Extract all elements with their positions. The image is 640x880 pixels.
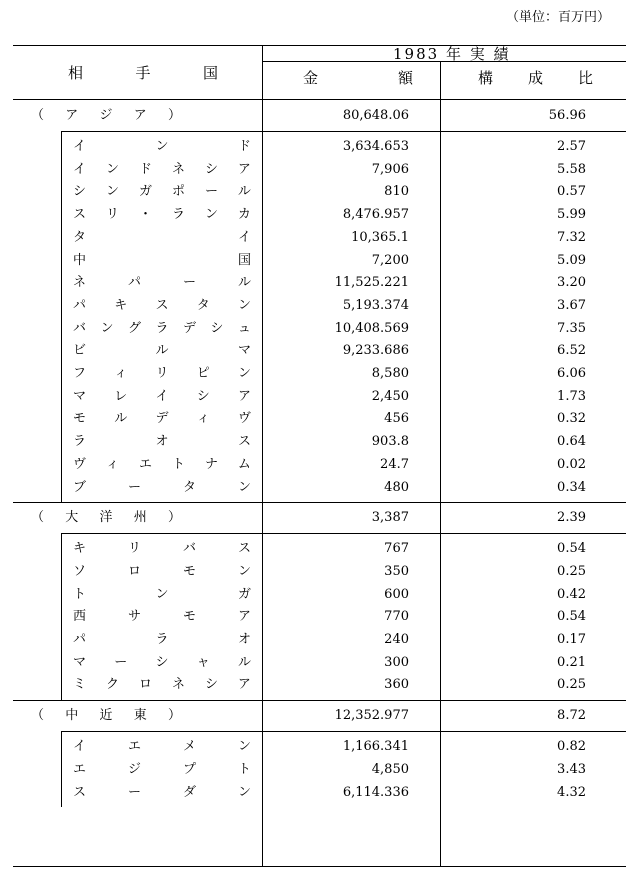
country-name-char: シ — [155, 654, 169, 670]
country-name-char: 西 — [73, 609, 87, 625]
country-name-char: ス — [73, 207, 87, 223]
ratio-header-char: 成 — [527, 69, 543, 87]
country-name-char: ア — [237, 388, 251, 404]
country-ratio: 0.34 — [557, 479, 586, 495]
country-amount: 7,906 — [371, 161, 409, 177]
country-name — [73, 296, 251, 316]
country-ratio: 0.17 — [557, 632, 586, 647]
country-name-char: ポ — [171, 184, 185, 200]
country-name-char: エ — [73, 761, 87, 777]
country-amount: 600 — [384, 586, 409, 602]
section-name-char: ） — [167, 108, 181, 123]
section-name — [31, 508, 181, 528]
country-name-char: シ — [204, 677, 218, 693]
amount-header-char: 金 — [303, 69, 319, 87]
country-amount: 3,634.653 — [342, 139, 409, 154]
section-name — [31, 106, 181, 126]
country-amount: 4,850 — [371, 761, 409, 777]
country-name-char: ャ — [196, 654, 210, 670]
country-name-char: メ — [182, 739, 196, 755]
section-name-char: 中 — [65, 708, 79, 724]
country-name — [73, 251, 251, 271]
country-name-char: グ — [127, 320, 141, 336]
section-ratio: 8.72 — [557, 708, 586, 724]
country-name-char: モ — [182, 609, 196, 625]
country-name — [73, 341, 251, 361]
country-ratio: 0.42 — [557, 586, 586, 602]
amount-header — [303, 68, 413, 88]
country-name-char: ロ — [138, 677, 152, 693]
country-name-char: イ — [73, 139, 87, 154]
section-separator — [13, 700, 626, 701]
country-ratio: 0.82 — [557, 739, 586, 755]
country-ratio: 5.09 — [557, 252, 586, 268]
country-name-char: ミ — [73, 677, 87, 693]
country-ratio: 0.54 — [557, 541, 586, 557]
country-amount: 9,233.686 — [342, 343, 409, 359]
country-ratio: 5.58 — [557, 161, 586, 177]
section-name-char: 州 — [133, 510, 147, 526]
country-name-char: ン — [237, 784, 251, 800]
country-amount: 770 — [384, 609, 409, 625]
country-amount: 8,580 — [371, 366, 409, 381]
country-name-char: ソ — [73, 563, 87, 579]
country-name-char: ー — [114, 654, 128, 670]
section-name-char: 近 — [99, 708, 113, 724]
country-amount: 350 — [384, 563, 409, 579]
country-name-char: ュ — [237, 320, 251, 336]
country-ratio: 0.25 — [557, 563, 586, 579]
country-name-char: ン — [237, 739, 251, 755]
country-name — [73, 562, 251, 582]
country-name-char: ス — [237, 541, 251, 557]
country-amount: 480 — [384, 479, 409, 495]
country-name-char: ー — [182, 275, 196, 291]
country-name — [73, 137, 251, 157]
section-name-char: ジ — [99, 108, 113, 123]
country-name-char: ド — [138, 161, 152, 177]
country-name-char: ル — [155, 343, 169, 359]
section-subline — [61, 533, 626, 534]
country-ratio: 0.54 — [557, 609, 586, 625]
country-ratio: 0.21 — [557, 654, 586, 670]
section-name — [31, 706, 181, 726]
country-name — [73, 228, 251, 248]
country-name-char: ン — [155, 586, 169, 602]
country-amount: 903.8 — [371, 434, 409, 450]
country-name-char: マ — [73, 654, 87, 670]
country-name-char: ル — [237, 275, 251, 291]
country-ratio: 3.43 — [557, 761, 586, 777]
country-ratio: 3.67 — [557, 297, 586, 313]
country-name-char: ー — [127, 784, 141, 800]
country-name-char: パ — [73, 632, 87, 647]
country-name-char: ヴ — [237, 411, 251, 427]
section-name-char: ア — [133, 108, 147, 123]
country-name-char: シ — [210, 320, 224, 336]
country-name-char: ム — [237, 456, 251, 472]
section-name-char: ） — [167, 708, 181, 724]
partner-header-char: 手 — [135, 64, 151, 82]
unit-label: （単位：百万円） — [505, 10, 610, 25]
country-name — [73, 364, 251, 384]
country-name-char: ト — [237, 761, 251, 777]
section-amount: 3,387 — [371, 510, 409, 526]
country-name-char: イ — [73, 161, 87, 177]
section-ratio: 56.96 — [548, 108, 586, 123]
country-name-char: カ — [237, 207, 251, 223]
country-name-char: ナ — [204, 456, 218, 472]
country-name-char: ラ — [73, 434, 87, 450]
country-name-char: ン — [237, 563, 251, 579]
country-name-char: 中 — [73, 252, 87, 268]
country-name-char: イ — [237, 229, 251, 245]
country-name-char: パ — [127, 275, 141, 291]
country-name-char: ン — [100, 320, 114, 336]
country-name-char: ア — [237, 609, 251, 625]
country-name-char: ン — [155, 139, 169, 154]
country-name-char: ス — [155, 297, 169, 313]
ratio-header-char: 比 — [577, 69, 593, 87]
country-name-char: ラ — [155, 320, 169, 336]
country-amount: 2,450 — [371, 388, 409, 404]
country-amount: 5,193.374 — [342, 297, 409, 313]
country-name — [73, 455, 251, 475]
country-name-char: タ — [73, 229, 87, 245]
country-name-char: ン — [237, 479, 251, 495]
section-name-char: 東 — [133, 708, 147, 724]
section-subline — [61, 731, 626, 732]
country-amount: 1,166.341 — [342, 739, 409, 755]
country-ratio: 4.32 — [557, 784, 586, 800]
section-indent-line — [61, 731, 62, 807]
country-ratio: 0.64 — [557, 434, 586, 450]
country-name — [73, 760, 251, 780]
country-ratio: 2.57 — [557, 139, 586, 154]
country-name-char: リ — [155, 366, 169, 381]
section-name-char: ） — [167, 510, 181, 526]
section-name-char: （ — [31, 510, 45, 526]
country-name — [73, 387, 251, 407]
country-name-char: ロ — [127, 563, 141, 579]
country-name-char: ィ — [105, 456, 119, 472]
country-name — [73, 539, 251, 559]
country-name-char: マ — [73, 388, 87, 404]
country-name-char: 国 — [237, 252, 251, 268]
country-ratio: 0.25 — [557, 677, 586, 693]
country-ratio: 1.73 — [557, 388, 586, 404]
country-name-char: オ — [155, 434, 169, 450]
section-name-char: （ — [31, 108, 45, 123]
country-name — [73, 585, 251, 605]
country-amount: 456 — [384, 411, 409, 427]
country-ratio: 7.35 — [557, 320, 586, 336]
country-name-char: エ — [127, 739, 141, 755]
country-name-char: ン — [204, 207, 218, 223]
section-indent-line — [61, 131, 62, 502]
country-name — [73, 653, 251, 673]
country-name-char: ガ — [138, 184, 152, 200]
country-name-char: リ — [127, 541, 141, 557]
country-name-char: モ — [73, 411, 87, 427]
country-name-char: レ — [114, 388, 128, 404]
country-name-char: ア — [237, 677, 251, 693]
country-name-char: シ — [204, 161, 218, 177]
country-name-char: ー — [204, 184, 218, 200]
section-indent-line — [61, 533, 62, 700]
section-subline — [61, 131, 626, 132]
country-name — [73, 675, 251, 695]
country-name-char: ブ — [73, 479, 87, 495]
section-amount: 12,352.977 — [334, 708, 409, 724]
country-name-char: シ — [73, 184, 87, 200]
country-name-char: ル — [114, 411, 128, 427]
country-name-char: ス — [73, 784, 87, 800]
country-amount: 10,365.1 — [351, 229, 409, 245]
country-name-char: キ — [114, 297, 128, 313]
country-name-char: エ — [138, 456, 152, 472]
country-name-char: ィ — [196, 411, 210, 427]
country-name-char: プ — [182, 761, 196, 777]
country-name-char: ネ — [171, 161, 185, 177]
country-name-char: デ — [155, 411, 169, 427]
section-name-char: 大 — [65, 510, 79, 526]
country-name — [73, 182, 251, 202]
ratio-header-char: 構 — [478, 69, 494, 87]
country-name-char: ル — [237, 654, 251, 670]
section-ratio: 2.39 — [557, 510, 586, 526]
country-name-char: ド — [237, 139, 251, 154]
country-name-char: イ — [155, 388, 169, 404]
country-amount: 10,408.569 — [334, 320, 409, 336]
country-name — [73, 409, 251, 429]
country-name — [73, 205, 251, 225]
section-name-char: （ — [31, 708, 45, 724]
partner-header-char: 国 — [202, 64, 218, 82]
country-amount: 360 — [384, 677, 409, 693]
country-name — [73, 737, 251, 757]
country-name-char: タ — [182, 479, 196, 495]
country-name-char: オ — [237, 632, 251, 647]
country-name-char: ヴ — [73, 456, 87, 472]
country-amount: 300 — [384, 654, 409, 670]
section-name-char: ア — [65, 108, 79, 123]
country-ratio: 5.99 — [557, 207, 586, 223]
data-table — [13, 45, 626, 867]
country-name-char: モ — [182, 563, 196, 579]
country-amount: 11,525.221 — [334, 275, 409, 291]
country-name — [73, 432, 251, 452]
section-separator — [13, 502, 626, 503]
country-name-char: ネ — [171, 677, 185, 693]
amount-header-char: 額 — [397, 69, 413, 87]
country-amount: 7,200 — [371, 252, 409, 268]
country-name-char: フ — [73, 366, 87, 381]
country-name — [73, 160, 251, 180]
country-name-char: ィ — [114, 366, 128, 381]
country-amount: 240 — [384, 632, 409, 647]
country-name-char: キ — [73, 541, 87, 557]
country-name — [73, 630, 251, 650]
country-name-char: サ — [127, 609, 141, 625]
country-name — [73, 478, 251, 498]
country-ratio: 6.52 — [557, 343, 586, 359]
country-name-char: ン — [105, 161, 119, 177]
country-name-char: バ — [73, 320, 87, 336]
country-name-char: ル — [237, 184, 251, 200]
partner-country-header — [68, 63, 218, 83]
country-ratio: 0.32 — [557, 411, 586, 427]
country-name-char: ー — [127, 479, 141, 495]
country-amount: 767 — [384, 541, 409, 557]
country-name-char: ン — [237, 366, 251, 381]
country-name-char: タ — [196, 297, 210, 313]
country-name-char: マ — [237, 343, 251, 359]
country-name-char: ラ — [155, 632, 169, 647]
section-amount: 80,648.06 — [342, 108, 409, 123]
country-name-char: デ — [182, 320, 196, 336]
year-actual-header: 1983 年 実 績 — [393, 45, 511, 63]
country-name-char: ト — [73, 586, 87, 602]
country-name-char: ラ — [171, 207, 185, 223]
country-name — [73, 783, 251, 803]
country-ratio: 0.02 — [557, 456, 586, 472]
country-name-char: ガ — [237, 586, 251, 602]
country-name-char: ダ — [182, 784, 196, 800]
section-name-char: 洋 — [99, 510, 113, 526]
country-amount: 8,476.957 — [342, 207, 409, 223]
country-name-char: ン — [105, 184, 119, 200]
country-name-char: ア — [237, 161, 251, 177]
country-name-char: ジ — [127, 761, 141, 777]
country-name-char: ト — [171, 456, 185, 472]
country-name-char: シ — [196, 388, 210, 404]
country-name — [73, 319, 251, 339]
country-name-char: イ — [73, 739, 87, 755]
country-name — [73, 607, 251, 627]
country-name — [73, 273, 251, 293]
country-amount: 810 — [384, 184, 409, 200]
country-name-char: ・ — [138, 207, 152, 223]
country-name-char: ネ — [73, 275, 87, 291]
ratio-header — [478, 68, 593, 88]
country-name-char: ピ — [196, 366, 210, 381]
country-name-char: パ — [73, 297, 87, 313]
country-amount: 6,114.336 — [342, 784, 409, 800]
country-ratio: 6.06 — [557, 366, 586, 381]
country-name-char: ク — [105, 677, 119, 693]
header-bottom-line — [13, 99, 626, 100]
partner-header-char: 相 — [68, 64, 84, 82]
country-name-char: リ — [105, 207, 119, 223]
country-ratio: 0.57 — [557, 184, 586, 200]
country-amount: 24.7 — [380, 456, 409, 472]
country-name-char: バ — [182, 541, 196, 557]
country-name-char: ス — [237, 434, 251, 450]
country-name-char: ン — [237, 297, 251, 313]
country-name-char: ビ — [73, 343, 87, 359]
country-ratio: 3.20 — [557, 275, 586, 291]
country-ratio: 7.32 — [557, 229, 586, 245]
